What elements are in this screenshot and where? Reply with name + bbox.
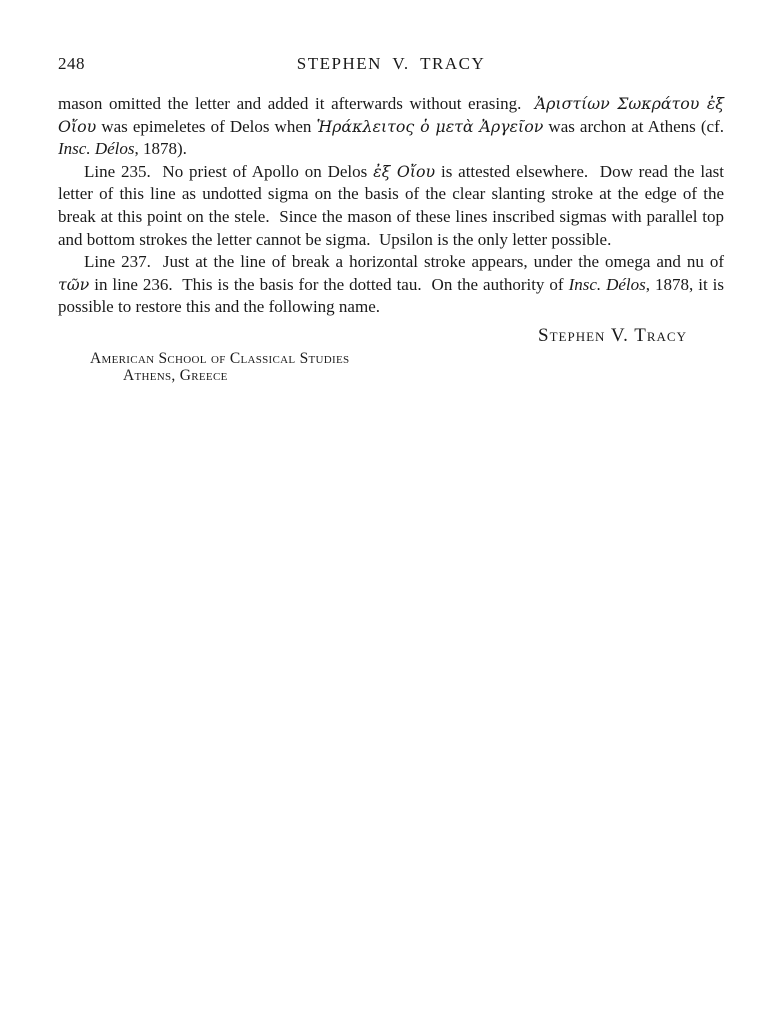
greek-phrase: ἐξ Οἴου	[373, 161, 436, 181]
text-segment: Line 235. No priest of Apollo on Delos	[84, 161, 374, 181]
author-signature: Stephen V. Tracy	[538, 324, 687, 346]
text-segment: , 1878).	[134, 139, 187, 159]
greek-phrase: τῶν	[58, 274, 90, 294]
text-segment: is attested elsewhere. Dow read the last letter of this line as undotted sigma on the basis of the clear slanting stroke at the edge of the break at this point on the stele. Since the mason of these lines inscribed sigmas with parallel top and bottom strokes the letter cannot be sigma. Upsilon is the only letter possible.	[58, 161, 724, 249]
page-number: 248	[58, 54, 85, 73]
citation-title: Insc. Délos	[568, 274, 646, 294]
author-affiliation	[58, 350, 724, 384]
paragraph-continuation	[58, 93, 724, 161]
paragraph-line-235	[58, 161, 724, 251]
greek-phrase: Ἡράκλειτος ὁ μετὰ Ἀργεῖον	[316, 116, 544, 136]
text-segment: was archon at Athens (cf.	[543, 116, 724, 136]
text-segment: , 1878, it is possible to restore this and the following name.	[58, 274, 725, 317]
greek-phrase: Ἀριστίων Σωκράτου ἐξ Οἴου	[58, 94, 724, 136]
text-segment: Line 237. Just at the line of break a horizontal stroke appears, under the omega and nu of	[84, 252, 724, 272]
text-segment: mason omitted the letter and added it afterwards without erasing.	[58, 94, 535, 113]
text-segment: was epimeletes of Delos when	[96, 116, 317, 136]
article-body	[58, 93, 724, 384]
citation-title: Insc. Délos	[58, 139, 135, 159]
text-segment: in line 236. This is the basis for the dotted tau. On the authority of	[89, 274, 569, 294]
running-header-title: STEPHEN V. TRACY	[296, 54, 486, 73]
affiliation-institution: American School of Classical Studies	[90, 349, 350, 367]
affiliation-location: Athens, Greece	[123, 366, 228, 384]
running-header	[58, 54, 724, 74]
paragraph-line-237	[58, 251, 724, 319]
